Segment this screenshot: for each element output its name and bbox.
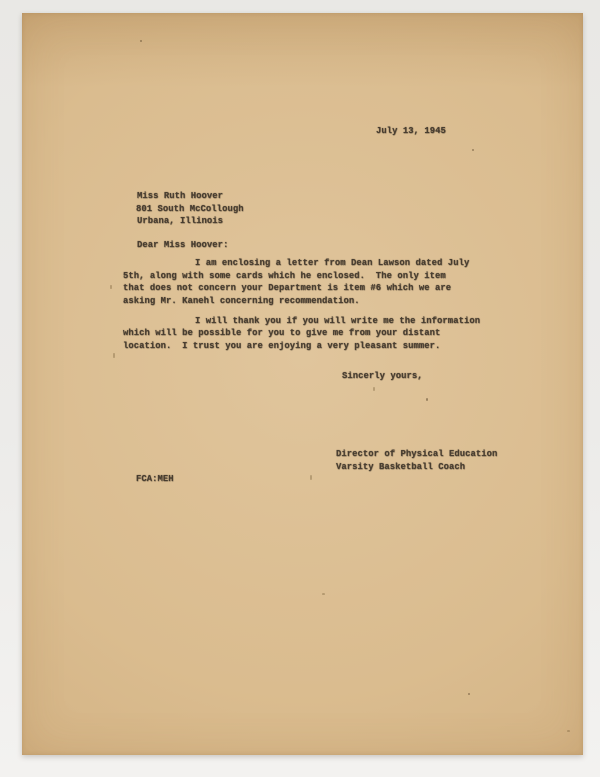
paragraph-line: I am enclosing a letter from Dean Lawson dated July xyxy=(195,258,470,268)
paragraph-line: location. I trust you are enjoying a very pleasant summer. xyxy=(123,340,441,351)
signer-title-1: Director of Physical Education xyxy=(336,449,498,459)
stray-mark xyxy=(310,475,312,480)
paper-speck xyxy=(472,149,474,151)
recipient-city: Urbana, Illinois xyxy=(137,216,224,226)
paragraph-line: 5th, along with some cards which he enclosed. The only item xyxy=(123,270,446,281)
recipient-name: Miss Ruth Hoover xyxy=(137,191,224,201)
letter-paper xyxy=(22,13,583,755)
paragraph-line: which will be possible for you to give me from your distant xyxy=(123,328,441,338)
stray-mark xyxy=(110,285,112,289)
paragraph-line: asking Mr. Kanehl concerning recommendation. xyxy=(123,295,360,306)
signer-title-2: Varsity Basketball Coach xyxy=(336,461,466,472)
paragraph-line: I will thank you if you will write me the information xyxy=(195,315,481,326)
stray-mark xyxy=(113,353,115,358)
reference-initials: FCA:MEH xyxy=(136,474,174,484)
paper-speck xyxy=(468,693,470,695)
stray-mark xyxy=(426,398,428,401)
paper-speck xyxy=(140,40,142,42)
paper-speck xyxy=(567,730,570,732)
recipient-street: 801 South McCollough xyxy=(136,203,244,214)
paragraph-line: that does not concern your Department is item #6 which we are xyxy=(123,283,452,293)
closing: Sincerly yours, xyxy=(342,371,423,381)
paper-speck xyxy=(322,593,325,595)
salutation: Dear Miss Hoover: xyxy=(137,240,229,250)
letter-date: July 13, 1945 xyxy=(376,126,446,136)
stray-mark xyxy=(373,387,375,391)
